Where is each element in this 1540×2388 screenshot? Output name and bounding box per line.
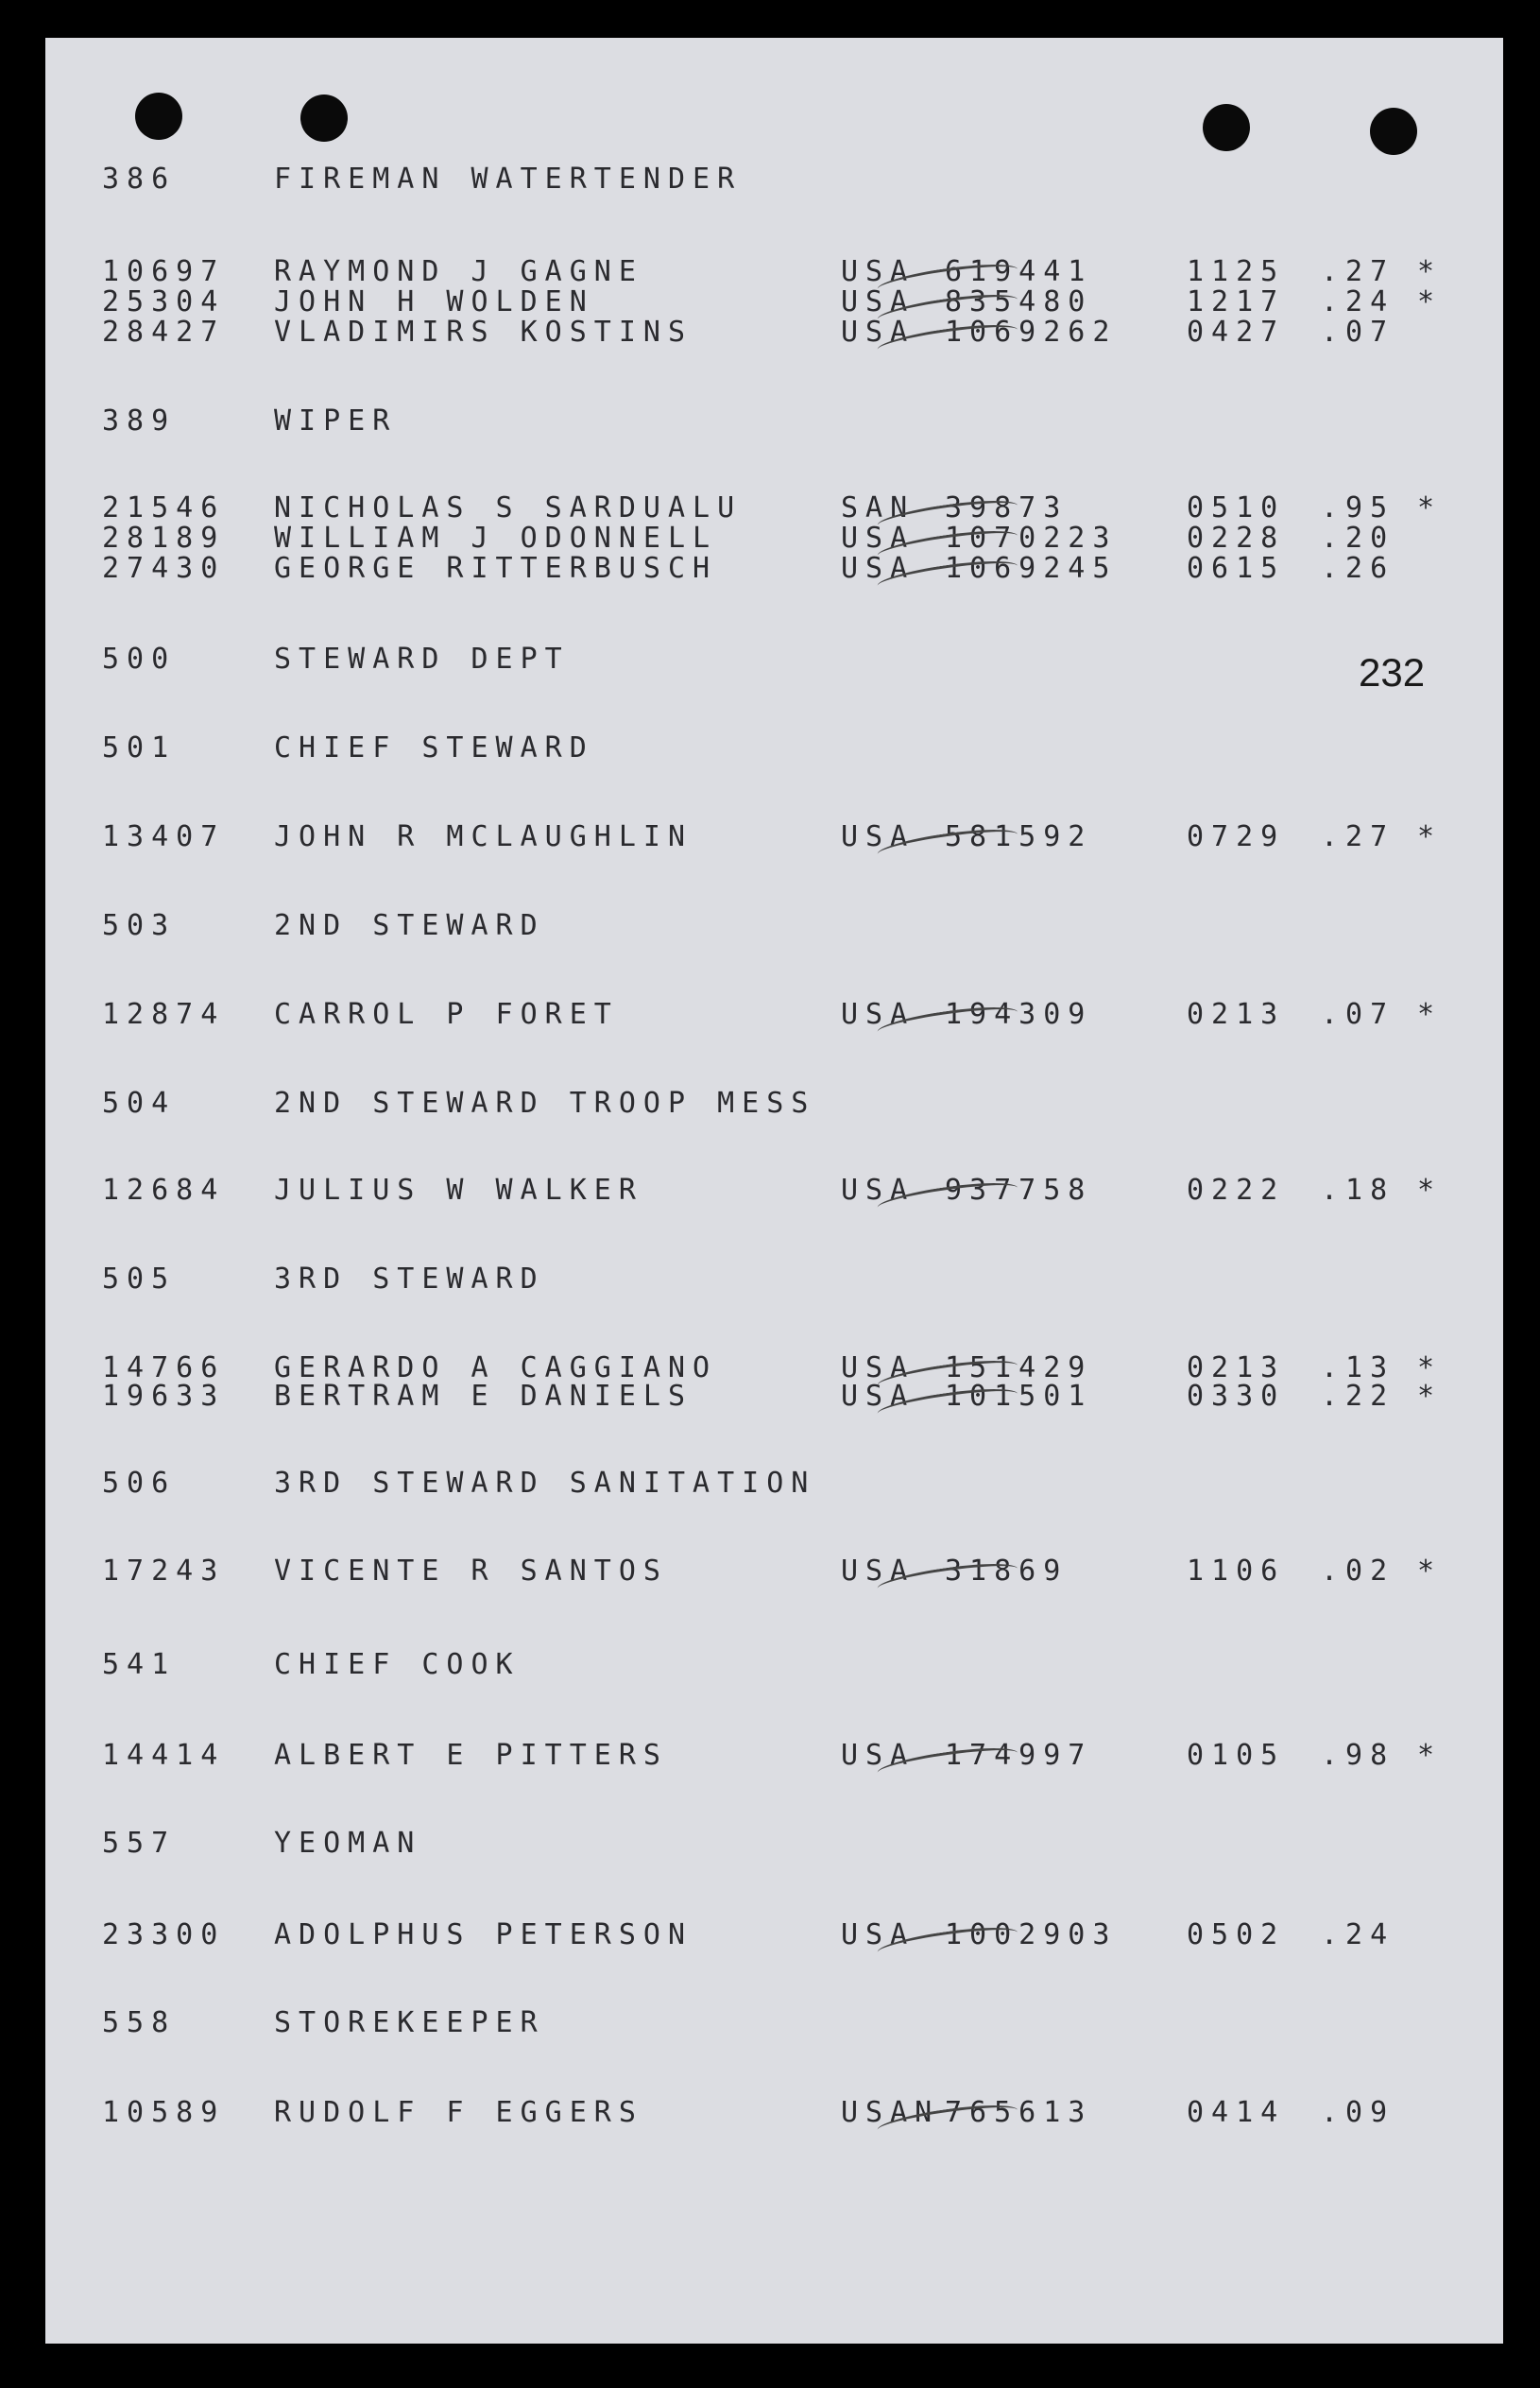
section-code: 557: [102, 1827, 177, 1860]
page-number: 232: [1359, 650, 1426, 695]
crew-name: JOHN R MCLAUGHLIN: [274, 820, 693, 853]
asterisk-mark: *: [1417, 1380, 1443, 1413]
section-code: 558: [102, 2006, 177, 2039]
crew-id: 10589: [102, 2096, 226, 2129]
crew-number: 1070223: [945, 522, 1118, 555]
crew-id: 17243: [102, 1555, 226, 1588]
crew-id: 25304: [102, 285, 226, 318]
section-title: 3RD STEWARD SANITATION: [274, 1467, 816, 1500]
crew-number: 581592: [945, 820, 1093, 853]
crew-id: 12874: [102, 998, 226, 1031]
crew-name: RUDOLF F EGGERS: [274, 2096, 643, 2129]
crew-number: 151429: [945, 1351, 1093, 1384]
crew-citizenship: USA: [841, 552, 915, 585]
crew-citizenship: USA: [841, 1174, 915, 1207]
section-code: 504: [102, 1087, 177, 1120]
crew-number: 31869: [945, 1555, 1069, 1588]
crew-number: 1002903: [945, 1918, 1118, 1951]
section-code: 500: [102, 643, 177, 676]
document-sheet: [45, 38, 1503, 2344]
crew-citizenship: USA: [841, 1380, 915, 1413]
crew-value: .07: [1321, 998, 1395, 1031]
crew-date: 0510: [1187, 491, 1286, 524]
crew-citizenship: USA: [841, 316, 915, 349]
section-code: 505: [102, 1263, 177, 1296]
asterisk-mark: *: [1417, 491, 1443, 524]
punch-hole-icon: [1203, 104, 1250, 151]
crew-date: 0615: [1187, 552, 1286, 585]
crew-value: .24: [1321, 285, 1395, 318]
asterisk-mark: *: [1417, 1555, 1443, 1588]
crew-date: 0228: [1187, 522, 1286, 555]
crew-date: 0729: [1187, 820, 1286, 853]
crew-name: VICENTE R SANTOS: [274, 1555, 668, 1588]
section-code: 386: [102, 163, 177, 196]
crew-name: JOHN H WOLDEN: [274, 285, 594, 318]
crew-id: 14414: [102, 1739, 226, 1772]
crew-number: 937758: [945, 1174, 1093, 1207]
punch-hole-icon: [300, 94, 348, 142]
section-code: 389: [102, 404, 177, 438]
crew-date: 1106: [1187, 1555, 1286, 1588]
crew-value: .13: [1321, 1351, 1395, 1384]
section-title: CHIEF COOK: [274, 1648, 521, 1681]
crew-citizenship: USA: [841, 1739, 915, 1772]
crew-number: 765613: [945, 2096, 1093, 2129]
asterisk-mark: *: [1417, 1174, 1443, 1207]
crew-id: 13407: [102, 820, 226, 853]
section-code: 506: [102, 1467, 177, 1500]
section-code: 503: [102, 909, 177, 942]
crew-name: CARROL P FORET: [274, 998, 619, 1031]
crew-number: 835480: [945, 285, 1093, 318]
crew-number: 619441: [945, 255, 1093, 288]
asterisk-mark: *: [1417, 1739, 1443, 1772]
crew-value: .27: [1321, 255, 1395, 288]
crew-citizenship: USA: [841, 1555, 915, 1588]
crew-citizenship: SAN: [841, 491, 915, 524]
crew-date: 0213: [1187, 998, 1286, 1031]
crew-value: .22: [1321, 1380, 1395, 1413]
crew-value: .20: [1321, 522, 1395, 555]
section-title: STEWARD DEPT: [274, 643, 570, 676]
crew-value: .24: [1321, 1918, 1395, 1951]
section-title: WIPER: [274, 404, 398, 438]
crew-value: .18: [1321, 1174, 1395, 1207]
crew-citizenship: USA: [841, 255, 915, 288]
crew-date: 0414: [1187, 2096, 1286, 2129]
section-title: YEOMAN: [274, 1827, 422, 1860]
crew-number: 1069262: [945, 316, 1118, 349]
crew-value: .26: [1321, 552, 1395, 585]
section-title: STOREKEEPER: [274, 2006, 545, 2039]
punch-hole-icon: [1370, 108, 1417, 155]
crew-value: .07: [1321, 316, 1395, 349]
crew-citizenship: USA: [841, 820, 915, 853]
crew-citizenship: USA: [841, 522, 915, 555]
crew-name: ADOLPHUS PETERSON: [274, 1918, 693, 1951]
crew-date: 1217: [1187, 285, 1286, 318]
crew-citizenship: USA: [841, 1918, 915, 1951]
section-title: 3RD STEWARD: [274, 1263, 545, 1296]
crew-id: 21546: [102, 491, 226, 524]
crew-date: 0427: [1187, 316, 1286, 349]
crew-value: .98: [1321, 1739, 1395, 1772]
crew-value: .09: [1321, 2096, 1395, 2129]
section-code: 501: [102, 731, 177, 765]
crew-name: NICHOLAS S SARDUALU: [274, 491, 743, 524]
crew-id: 27430: [102, 552, 226, 585]
asterisk-mark: *: [1417, 285, 1443, 318]
crew-name: RAYMOND J GAGNE: [274, 255, 643, 288]
punch-hole-icon: [135, 93, 182, 140]
crew-name: GEORGE RITTERBUSCH: [274, 552, 718, 585]
crew-id: 28427: [102, 316, 226, 349]
crew-citizenship: USA: [841, 998, 915, 1031]
crew-id: 14766: [102, 1351, 226, 1384]
crew-number: 1069245: [945, 552, 1118, 585]
section-title: FIREMAN WATERTENDER: [274, 163, 743, 196]
crew-number: 39873: [945, 491, 1069, 524]
crew-id: 10697: [102, 255, 226, 288]
crew-number: 174997: [945, 1739, 1093, 1772]
crew-name: BERTRAM E DANIELS: [274, 1380, 693, 1413]
section-title: CHIEF STEWARD: [274, 731, 594, 765]
asterisk-mark: *: [1417, 1351, 1443, 1384]
crew-date: 0105: [1187, 1739, 1286, 1772]
asterisk-mark: *: [1417, 998, 1443, 1031]
crew-number: 101501: [945, 1380, 1093, 1413]
crew-name: VLADIMIRS KOSTINS: [274, 316, 693, 349]
crew-name: WILLIAM J ODONNELL: [274, 522, 718, 555]
crew-name: JULIUS W WALKER: [274, 1174, 643, 1207]
section-title: 2ND STEWARD TROOP MESS: [274, 1087, 816, 1120]
crew-name: ALBERT E PITTERS: [274, 1739, 668, 1772]
crew-date: 1125: [1187, 255, 1286, 288]
crew-date: 0213: [1187, 1351, 1286, 1384]
section-code: 541: [102, 1648, 177, 1681]
crew-value: .02: [1321, 1555, 1395, 1588]
crew-date: 0222: [1187, 1174, 1286, 1207]
crew-number: 194309: [945, 998, 1093, 1031]
crew-id: 28189: [102, 522, 226, 555]
asterisk-mark: *: [1417, 820, 1443, 853]
crew-id: 23300: [102, 1918, 226, 1951]
crew-name: GERARDO A CAGGIANO: [274, 1351, 718, 1384]
asterisk-mark: *: [1417, 255, 1443, 288]
crew-id: 12684: [102, 1174, 226, 1207]
crew-citizenship: USA: [841, 1351, 915, 1384]
crew-date: 0330: [1187, 1380, 1286, 1413]
section-title: 2ND STEWARD: [274, 909, 545, 942]
crew-value: .27: [1321, 820, 1395, 853]
crew-date: 0502: [1187, 1918, 1286, 1951]
crew-value: .95: [1321, 491, 1395, 524]
crew-citizenship: USAN: [841, 2096, 940, 2129]
crew-citizenship: USA: [841, 285, 915, 318]
crew-id: 19633: [102, 1380, 226, 1413]
